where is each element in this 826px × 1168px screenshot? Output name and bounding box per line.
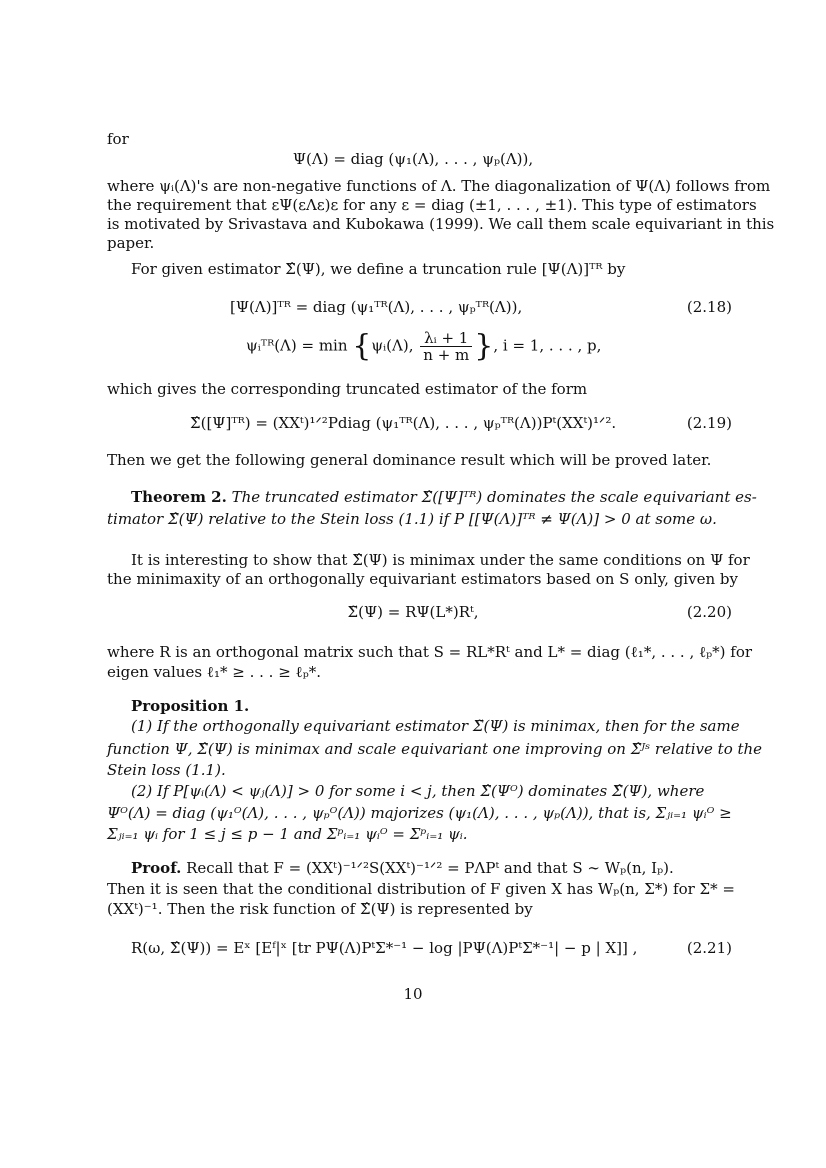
proposition-text: (1) If the orthogonally equivariant estimator Σ̃(Ψ) is minimax, then for the same	[131, 717, 740, 735]
text-line: is motivated by Srivastava and Kubokawa (1999). We call them scale equivariant in this	[107, 215, 775, 233]
equation-number: (2.18)	[686, 298, 732, 316]
text-line: For given estimator Σ̂(Ψ), we define a truncation rule [Ψ(Λ)]ᵀᴿ by	[131, 260, 626, 278]
text-line: where R is an orthogonal matrix such that S = RL*Rᵗ and L* = diag (ℓ₁*, . . . , ℓₚ*) for	[107, 643, 753, 661]
text-line: which gives the corresponding truncated estimator of the form	[107, 380, 588, 398]
equation-diag: Ψ(Λ) = diag (ψ₁(Λ), . . . , ψₚ(Λ)),	[292, 150, 534, 168]
proposition-text: Ψᴼ(Λ) = diag (ψ₁ᴼ(Λ), . . . , ψₚᴼ(Λ)) majorizes (ψ₁(Λ), . . . , ψₚ(Λ)), that is, Σⱼᵢ₌₁ ψᵢᴼ ≥	[107, 804, 732, 822]
proposition-text: Stein loss (1.1).	[107, 761, 226, 779]
equation-2-19: Σ̂([Ψ]ᵀᴿ) = (XXᵗ)¹ᐟ²Pdiag (ψ₁ᵀᴿ(Λ), . . . , ψₚᵀᴿ(Λ))Pᵗ(XXᵗ)¹ᐟ².	[190, 414, 617, 432]
fraction-numerator: λᵢ + 1	[420, 330, 472, 347]
text-line: It is interesting to show that Σ̂(Ψ) is minimax under the same conditions on Ψ for	[131, 551, 750, 569]
theorem-label: Theorem 2.	[131, 488, 227, 506]
equation-2-21: R(ω, Σ̂(Ψ)) = Eˣ [Eᶠ|ˣ [tr PΨ(Λ)PᵗΣ*⁻¹ − log |PΨ(Λ)PᵗΣ*⁻¹| − p | X]] ,	[131, 939, 638, 957]
text-line: eigen values ℓ₁* ≥ . . . ≥ ℓₚ*.	[107, 663, 321, 681]
right-brace: }	[474, 328, 494, 364]
proposition-text: Σⱼᵢ₌₁ ψᵢ for 1 ≤ j ≤ p − 1 and Σᵖᵢ₌₁ ψᵢᴼ = Σᵖᵢ₌₁ ψᵢ.	[107, 825, 468, 843]
fraction-denominator: n + m	[423, 346, 470, 364]
text-line: where ψᵢ(Λ)'s are non-negative functions of Λ. The diagonalization of Ψ(Λ) follows from	[107, 177, 771, 195]
text-line: the minimaxity of an orthogonally equivariant estimators based on S only, given by	[107, 570, 738, 588]
theorem-2	[107, 488, 757, 506]
theorem-text: The truncated estimator Σ̂([Ψ]ᵀᴿ) dominates the scale equivariant es-	[231, 488, 757, 506]
theorem-text: timator Σ̂(Ψ) relative to the Stein loss (1.1) if P [[Ψ(Λ)]ᵀᴿ ≠ Ψ(Λ)] > 0 at some ω.	[107, 510, 717, 528]
text-line: paper.	[107, 234, 155, 252]
text-line: Then it is seen that the conditional distribution of F given X has Wₚ(n, Σ*) for Σ* =	[107, 880, 736, 898]
eq-lhs: ψᵢᵀᴿ(Λ) = min	[246, 336, 348, 355]
text-line: for	[107, 130, 129, 148]
proof-label: Proof.	[131, 859, 182, 877]
eq-rhs: , i = 1, . . . , p,	[493, 336, 602, 355]
proof	[107, 859, 732, 877]
equation-number: (2.19)	[686, 414, 732, 432]
proposition-label: Proposition 1.	[131, 697, 250, 715]
proposition-text: function Ψ, Σ̂(Ψ) is minimax and scale equivariant one improving on Σ̂ᴶˢ relative to the	[107, 740, 763, 758]
equation-2-18-a: [Ψ(Λ)]ᵀᴿ = diag (ψ₁ᵀᴿ(Λ), . . . , ψₚᵀᴿ(Λ)),	[230, 298, 523, 316]
eq-arg: ψᵢ(Λ),	[371, 336, 414, 355]
equation-number: (2.20)	[686, 603, 732, 621]
text-line: Then we get the following general dominance result which will be proved later.	[107, 451, 712, 469]
equation-2-18-b	[246, 330, 601, 363]
fraction	[420, 330, 472, 363]
equation-2-20: Σ̃(Ψ) = RΨ(L*)Rᵗ,	[347, 603, 479, 621]
page-number: 10	[403, 985, 423, 1003]
text-line: the requirement that εΨ(εΛε)ε for any ε = diag (±1, . . . , ±1). This type of estimators	[107, 196, 757, 214]
text-line: (XXᵗ)⁻¹. Then the risk function of Σ̂(Ψ) is represented by	[107, 900, 533, 918]
equation-number: (2.21)	[686, 939, 732, 957]
left-brace: {	[352, 328, 372, 364]
proposition-text: (2) If P[ψᵢ(Λ) < ψⱼ(Λ)] > 0 for some i < j, then Σ̂(Ψᴼ) dominates Σ̂(Ψ), where	[131, 782, 705, 800]
proof-text: Recall that F = (XXᵗ)⁻¹ᐟ²S(XXᵗ)⁻¹ᐟ² = PΛPᵗ and that S ∼ Wₚ(n, Iₚ).	[186, 859, 674, 877]
